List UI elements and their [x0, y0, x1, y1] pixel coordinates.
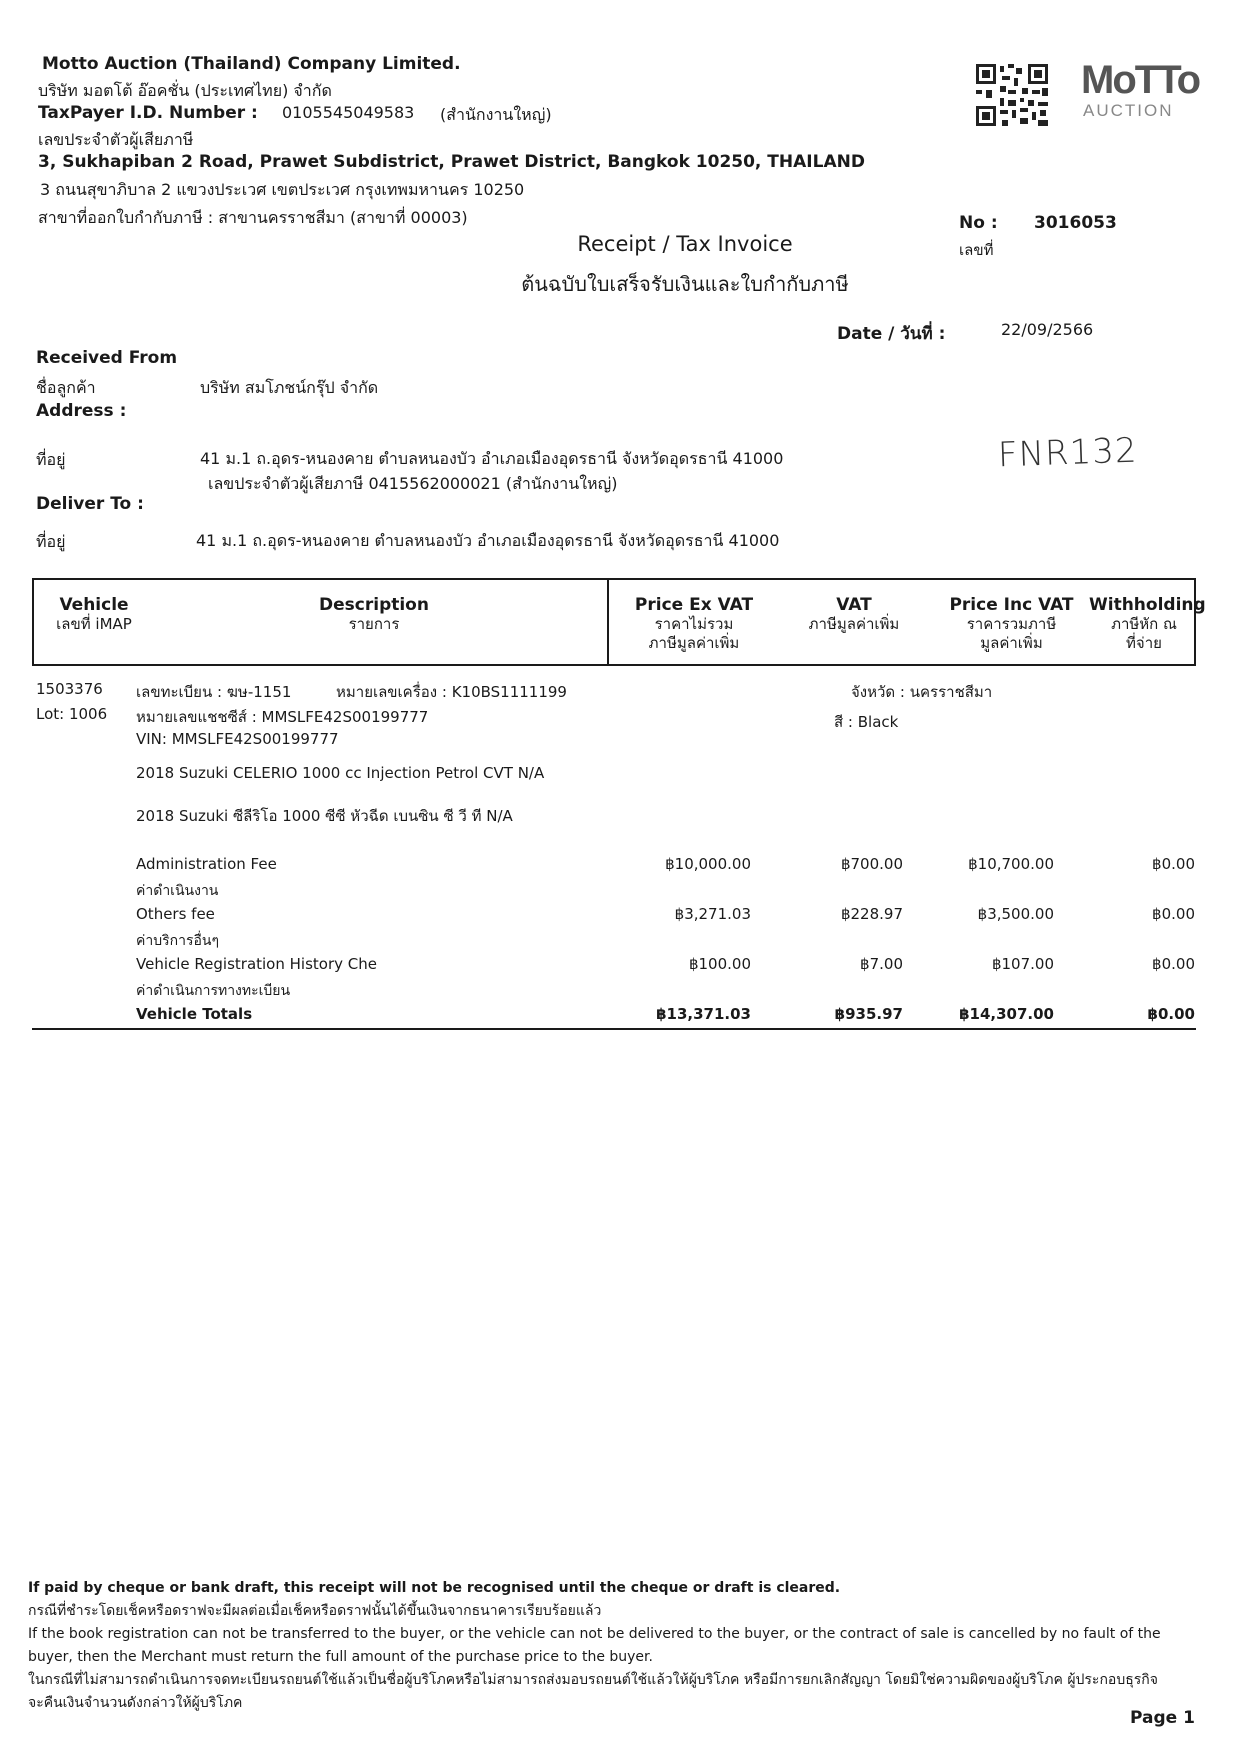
date-value: 22/09/2566 — [1001, 320, 1094, 339]
document-subtitle: ต้นฉบับใบเสร็จรับเงินและใบกำกับภาษี — [521, 272, 849, 296]
fee-ex-vat: ฿3,271.03 — [674, 905, 751, 923]
qr-code-icon — [976, 64, 1048, 126]
doc-number-value: 3016053 — [1034, 213, 1117, 233]
col-withholding-en: Withholding — [1089, 595, 1206, 615]
deliver-address-label-th: ที่อยู่ — [36, 532, 66, 551]
col-withholding — [1089, 595, 1206, 653]
vin-number: VIN: MMSLFE42S00199777 — [136, 730, 339, 748]
lot-number: Lot: 1006 — [36, 705, 108, 723]
fee-label: Others fee — [136, 905, 215, 923]
col-price-inc-vat-en: Price Inc VAT — [949, 595, 1074, 615]
fee-label-th: ค่าดำเนินงาน — [136, 883, 219, 899]
total-ex-vat: ฿13,371.03 — [656, 1005, 751, 1023]
fee-label: Vehicle Registration History Che — [136, 955, 377, 973]
total-inc-vat: ฿14,307.00 — [959, 1005, 1054, 1023]
footer-cheque-note-en: If paid by cheque or bank draft, this receipt will not be recognised until the cheque or draft is cleared. — [28, 1580, 841, 1596]
col-price-inc-vat — [934, 596, 1089, 653]
col-price-ex-vat — [619, 596, 769, 653]
col-description — [264, 596, 484, 634]
fee-withholding: ฿0.00 — [1152, 905, 1195, 923]
fee-ex-vat: ฿10,000.00 — [665, 855, 751, 873]
document-title: Receipt / Tax Invoice — [577, 232, 793, 256]
plate-number: เลขทะเบียน : ฆษ-1151 — [136, 683, 292, 701]
fee-ex-vat: ฿100.00 — [688, 955, 751, 973]
doc-number-label: No : — [959, 213, 998, 233]
customer-address-line1: 41 ม.1 ถ.อุดร-หนองคาย ตำบลหนองบัว อำเภอเมืองอุดรธานี จังหวัดอุดรธานี 41000 — [200, 449, 784, 468]
doc-number-label-th: เลขที่ — [959, 241, 994, 259]
taxpayer-label-th: เลขประจำตัวผู้เสียภาษี — [38, 130, 194, 149]
fee-label-th: ค่าบริการอื่นๆ — [136, 933, 219, 949]
document-title-wrap — [0, 232, 1240, 256]
issuing-branch: สาขาที่ออกใบกำกับภาษี : สาขานครราชสีมา (สาขาที่ 00003) — [38, 208, 468, 227]
fee-inc-vat: ฿107.00 — [991, 955, 1054, 973]
fee-withholding: ฿0.00 — [1152, 855, 1195, 873]
fee-vat: ฿7.00 — [860, 955, 903, 973]
total-withholding: ฿0.00 — [1147, 1005, 1195, 1023]
province: จังหวัด : นครราชสีมา — [851, 683, 993, 701]
col-vat-en: VAT — [836, 595, 872, 615]
fee-label: Administration Fee — [136, 855, 277, 873]
footer-refund-note-en: If the book registration can not be transferred to the buyer, or the vehicle can not be delivered to the buyer, or the contract of sale is cancelled by no fault of the buyer, then the Merchant must return the full amount of the purchase price to the buyer. — [28, 1626, 1161, 1665]
fee-vat: ฿228.97 — [840, 905, 903, 923]
deliver-address: 41 ม.1 ถ.อุดร-หนองคาย ตำบลหนองบัว อำเภอเมืองอุดรธานี จังหวัดอุดรธานี 41000 — [196, 531, 780, 550]
imap-number: 1503376 — [36, 680, 103, 698]
col-price-ex-vat-th: ราคาไม่รวม ภาษีมูลค่าเพิ่ม — [648, 615, 740, 652]
header-divider — [607, 580, 609, 664]
taxpayer-label: TaxPayer I.D. Number : — [38, 103, 258, 123]
taxpayer-number: 0105545049583 — [282, 103, 415, 122]
fee-inc-vat: ฿10,700.00 — [968, 855, 1054, 873]
col-vehicle — [44, 596, 144, 634]
totals-underline — [32, 1028, 1196, 1030]
customer-name: บริษัท สมโภชน์กรุ๊ป จำกัด — [200, 378, 379, 397]
col-description-th: รายการ — [348, 615, 400, 633]
col-withholding-th: ภาษีหัก ณ ที่จ่าย — [1111, 615, 1177, 652]
fee-inc-vat: ฿3,500.00 — [977, 905, 1054, 923]
deliver-to-label: Deliver To : — [36, 494, 144, 514]
logo-sub: AUCTION — [1083, 101, 1174, 120]
totals-label: Vehicle Totals — [136, 1005, 253, 1023]
address-label: Address : — [36, 401, 127, 421]
col-vehicle-th: เลขที่ iMAP — [56, 615, 132, 633]
company-address-en: 3, Sukhapiban 2 Road, Prawet Subdistrict, Prawet District, Bangkok 10250, THAILAND — [38, 152, 865, 172]
footer-cheque-note-th: กรณีที่ชำระโดยเช็คหรือดราฟจะมีผลต่อเมื่อเช็คหรือดราฟนั้นได้ขึ้นเงินจากธนาคารเรียบร้อยแล้ว — [28, 1603, 602, 1619]
chassis-number: หมายเลขแชชซีส์ : MMSLFE42S00199777 — [136, 708, 429, 726]
items-table-header — [32, 578, 1206, 666]
col-vehicle-en: Vehicle — [59, 595, 129, 615]
col-description-en: Description — [319, 595, 429, 615]
document-subtitle-wrap — [0, 268, 1240, 300]
page-number: Page 1 — [1130, 1708, 1195, 1728]
footer-refund-note-th: ในกรณีที่ไม่สามารถดำเนินการจดทะเบียนรถยนต์ใช้แล้วเป็นชื่อผู้บริโภคหรือไม่สามารถส่งมอบรถยนต์ใช้แล้วให้ผู้บริโภค หรือมีการยกเลิกสัญญา โดยมิใช่ความผิดของผู้บริโภค ผู้ประกอบธุรกิจจะคืนเงินจำนวนดังกล่าวให้ผู้บริโภค — [28, 1672, 1158, 1711]
customer-tax-id-line: เลขประจำตัวผู้เสียภาษี 0415562000021 (สำนักงานใหญ่) — [208, 474, 618, 493]
fee-vat: ฿700.00 — [840, 855, 903, 873]
company-name-th: บริษัท มอตโต้ อ๊อคชั่น (ประเทศไทย) จำกัด — [38, 81, 332, 100]
col-price-inc-vat-th: ราคารวมภาษี มูลค่าเพิ่ม — [966, 615, 1057, 652]
motto-auction-logo — [1081, 58, 1200, 128]
customer-name-label: ชื่อลูกค้า — [36, 378, 96, 397]
logo-text: MoTTo — [1081, 58, 1200, 102]
total-vat: ฿935.97 — [834, 1005, 903, 1023]
col-vat-th: ภาษีมูลค่าเพิ่ม — [808, 615, 900, 633]
handwritten-note: FNR132 — [997, 430, 1139, 476]
fee-withholding: ฿0.00 — [1152, 955, 1195, 973]
col-vat — [779, 596, 929, 634]
company-name-en: Motto Auction (Thailand) Company Limited. — [42, 54, 461, 74]
address-label-th: ที่อยู่ — [36, 450, 66, 469]
taxpayer-office: (สำนักงานใหญ่) — [440, 105, 552, 124]
vehicle-description-en: 2018 Suzuki CELERIO 1000 cc Injection Petrol CVT N/A — [136, 764, 545, 782]
footer-notes — [28, 1577, 1168, 1715]
vehicle-description-th: 2018 Suzuki ซีลีริโอ 1000 ซีซี หัวฉีด เบนซิน ซี วี ที N/A — [136, 807, 513, 825]
engine-number: หมายเลขเครื่อง : K10BS1111199 — [336, 683, 567, 701]
date-label: Date / วันที่ : — [837, 324, 946, 344]
received-from-label: Received From — [36, 348, 178, 368]
col-price-ex-vat-en: Price Ex VAT — [634, 595, 754, 615]
company-address-th: 3 ถนนสุขาภิบาล 2 แขวงประเวศ เขตประเวศ กรุงเทพมหานคร 10250 — [40, 180, 525, 199]
fee-label-th: ค่าดำเนินการทางทะเบียน — [136, 983, 291, 999]
vehicle-color: สี : Black — [834, 713, 899, 731]
